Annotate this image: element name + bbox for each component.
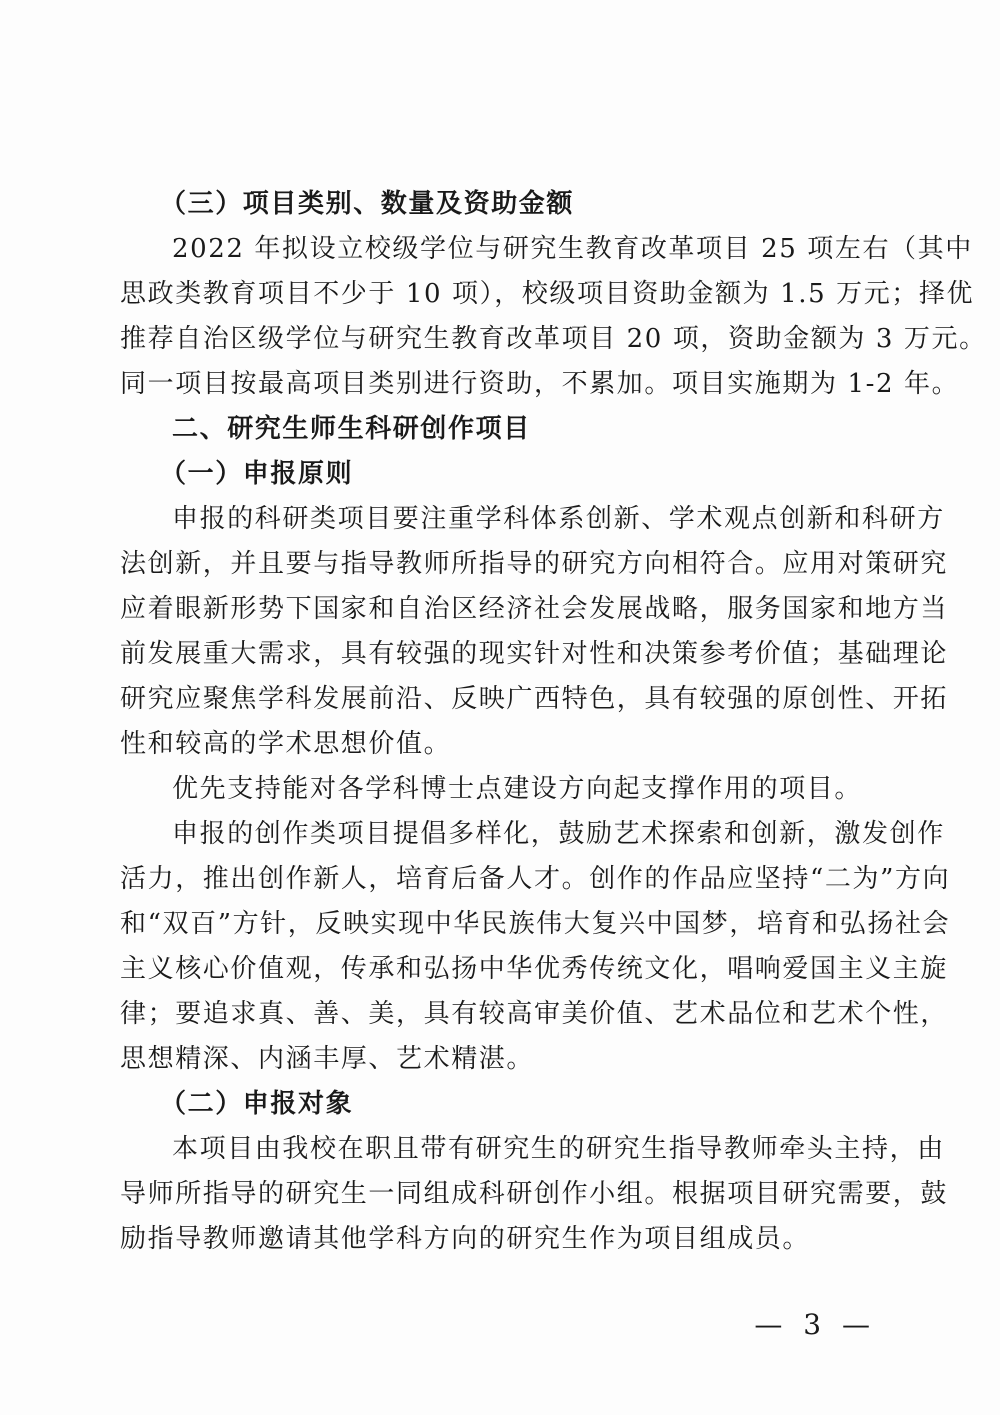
paragraph-line: 应着眼新形势下国家和自治区经济社会发展战略，服务国家和地方当 bbox=[120, 594, 949, 624]
paragraph-line: 法创新，并且要与指导教师所指导的研究方向相符合。应用对策研究 bbox=[120, 549, 949, 579]
paragraph-line: 申报的创作类项目提倡多样化，鼓励艺术探索和创新，激发创作 bbox=[172, 819, 945, 849]
paragraph-line: 同一项目按最高项目类别进行资助，不累加。项目实施期为 1-2 年。 bbox=[120, 369, 960, 399]
paragraph-line: 律；要追求真、善、美，具有较高审美价值、艺术品位和艺术个性， bbox=[120, 999, 949, 1029]
paragraph-line: 和“双百”方针，反映实现中华民族伟大复兴中国梦，培育和弘扬社会 bbox=[120, 909, 951, 939]
paragraph-line: 优先支持能对各学科博士点建设方向起支撑作用的项目。 bbox=[172, 774, 863, 804]
section-heading-2: （二）申报对象 bbox=[160, 1089, 354, 1119]
paragraph-line: 思想精深、内涵丰厚、艺术精湛。 bbox=[120, 1044, 535, 1074]
paragraph-line: 活力，推出创作新人，培育后备人才。创作的作品应坚持“二为”方向 bbox=[120, 864, 951, 894]
paragraph-line: 前发展重大需求，具有较强的现实针对性和决策参考价值；基础理论 bbox=[120, 639, 949, 669]
section-heading-3: （三）项目类别、数量及资助金额 bbox=[160, 189, 575, 219]
paragraph-line: 推荐自治区级学位与研究生教育改革项目 20 项，资助金额为 3 万元。 bbox=[120, 324, 987, 354]
paragraph-line: 本项目由我校在职且带有研究生的研究生指导教师牵头主持，由 bbox=[172, 1134, 945, 1164]
paragraph-line: 2022 年拟设立校级学位与研究生教育改革项目 25 项左右（其中 bbox=[172, 234, 973, 264]
paragraph-line: 性和较高的学术思想价值。 bbox=[120, 729, 452, 759]
paragraph-line: 思政类教育项目不少于 10 项），校级项目资助金额为 1.5 万元；择优 bbox=[120, 279, 975, 309]
paragraph-line: 导师所指导的研究生一同组成科研创作小组。根据项目研究需要，鼓 bbox=[120, 1179, 949, 1209]
section-heading-1: （一）申报原则 bbox=[160, 459, 354, 489]
paragraph-line: 研究应聚焦学科发展前沿、反映广西特色，具有较强的原创性、开拓 bbox=[120, 684, 949, 714]
paragraph-line: 主义核心价值观，传承和弘扬中华优秀传统文化，唱响爱国主义主旋 bbox=[120, 954, 949, 984]
document-body bbox=[120, 182, 987, 1262]
chapter-heading-2: 二、研究生师生科研创作项目 bbox=[172, 414, 531, 444]
paragraph-line: 励指导教师邀请其他学科方向的研究生作为项目组成员。 bbox=[120, 1224, 811, 1254]
page-number: — 3 — bbox=[754, 1308, 876, 1341]
paragraph-line: 申报的科研类项目要注重学科体系创新、学术观点创新和科研方 bbox=[172, 504, 945, 534]
